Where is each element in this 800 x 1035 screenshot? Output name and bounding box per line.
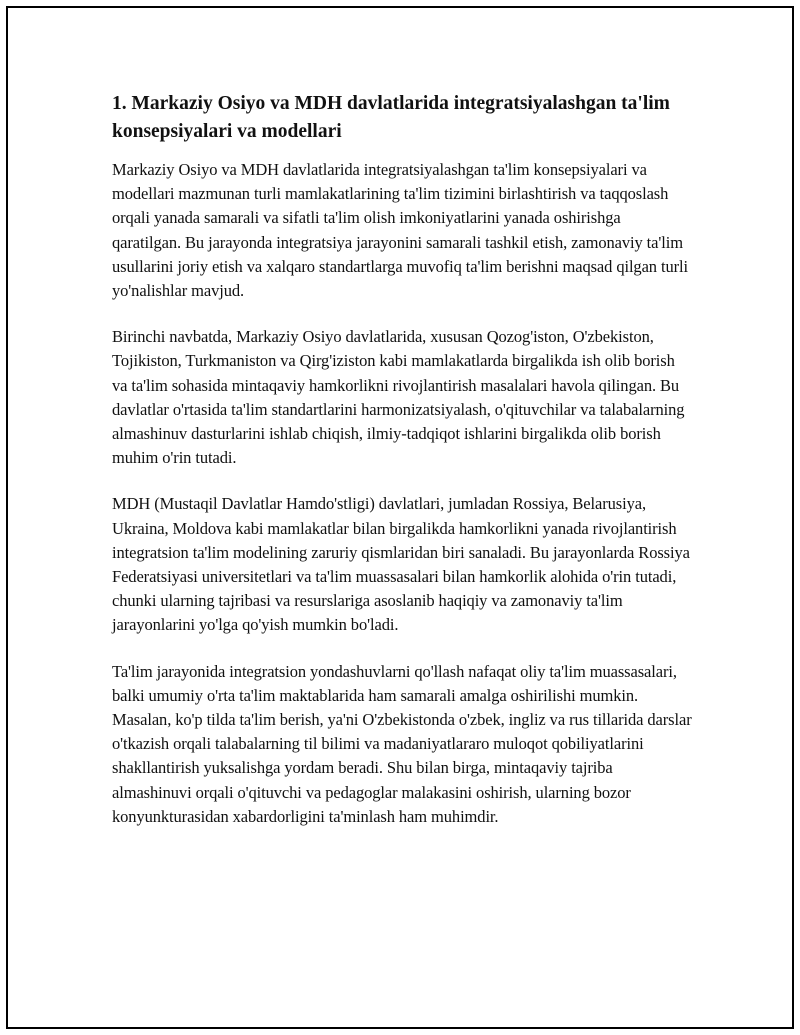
section-heading: 1. Markaziy Osiyo va MDH davlatlarida integratsiyalashgan ta'lim konsepsiyalari va modellari (112, 93, 670, 142)
paragraph-4: Ta'lim jarayonida integratsion yondashuvlarni qo'llash nafaqat oliy ta'lim muassasalari, balki umumiy o'rta ta'lim maktablarida ham samarali amalga oshirilishi mumkin. Masalan, ko'p tilda ta'lim berish, ya'ni O'zbekistonda o'zbek, ingliz va rus tillarida darslar o'tkazish orqali talabalarning til bilimi va madaniyatlararo muloqot qobiliyatlarini shakllantirish yuksalishga yordam beradi. Shu bilan birga, mintaqaviy tajriba almashinuvi orqali o'qituvchi va pedagoglar malakasini oshirish, ularning bozor konyunkturasidan xabardorligini ta'minlash ham muhimdir. (112, 661, 692, 826)
document-body (112, 90, 692, 851)
paragraph-3: MDH (Mustaqil Davlatlar Hamdo'stligi) davlatlari, jumladan Rossiya, Belarusiya, Ukraina, Moldova kabi mamlakatlar bilan birgalikda hamkorlikni yanada rivojlantirish integratsion ta'lim modelining zaruriy qismlaridan biri sanaladi. Bu jarayonlarda Rossiya Federatsiyasi universitetlari va ta'lim muassasalari bilan hamkorlik alohida o'rin tutadi, chunki ularning tajribasi va resurslariga asoslanib haqiqiy va zamonaviy ta'lim jarayonlarini yo'lga qo'yish mumkin bo'ladi. (112, 494, 690, 635)
paragraph-2: Birinchi navbatda, Markaziy Osiyo davlatlarida, xususan Qozog'iston, O'zbekiston, Tojikiston, Turkmaniston va Qirg'iziston kabi mamlakatlarda birgalikda ish olib borish va ta'lim sohasida mintaqaviy hamkorlikni rivojlantirish masalalari havola qilingan. Bu davlatlar o'rtasida ta'lim standartlarini harmonizatsiyalash, o'qituvchilar va talabalarning almashinuv dasturlarini ishlab chiqish, ilmiy-tadqiqot ishlarini birgalikda olib borish muhim o'rin tutadi. (112, 327, 685, 468)
paragraph-1: Markaziy Osiyo va MDH davlatlarida integratsiyalashgan ta'lim konsepsiyalari va modellari mazmunan turli mamlakatlarining ta'lim tizimini birlashtirish va taqqoslash orqali yanada samarali va sifatli ta'lim olish imkoniyatlarini yanada oshirishga qaratilgan. Bu jarayonda integratsiya jarayonini samarali tashkil etish, zamonaviy ta'lim usullarini joriy etish va xalqaro standartlarga muvofiq ta'lim berishni maqsad qilgan turli yo'nalishlar mavjud. (112, 160, 688, 301)
